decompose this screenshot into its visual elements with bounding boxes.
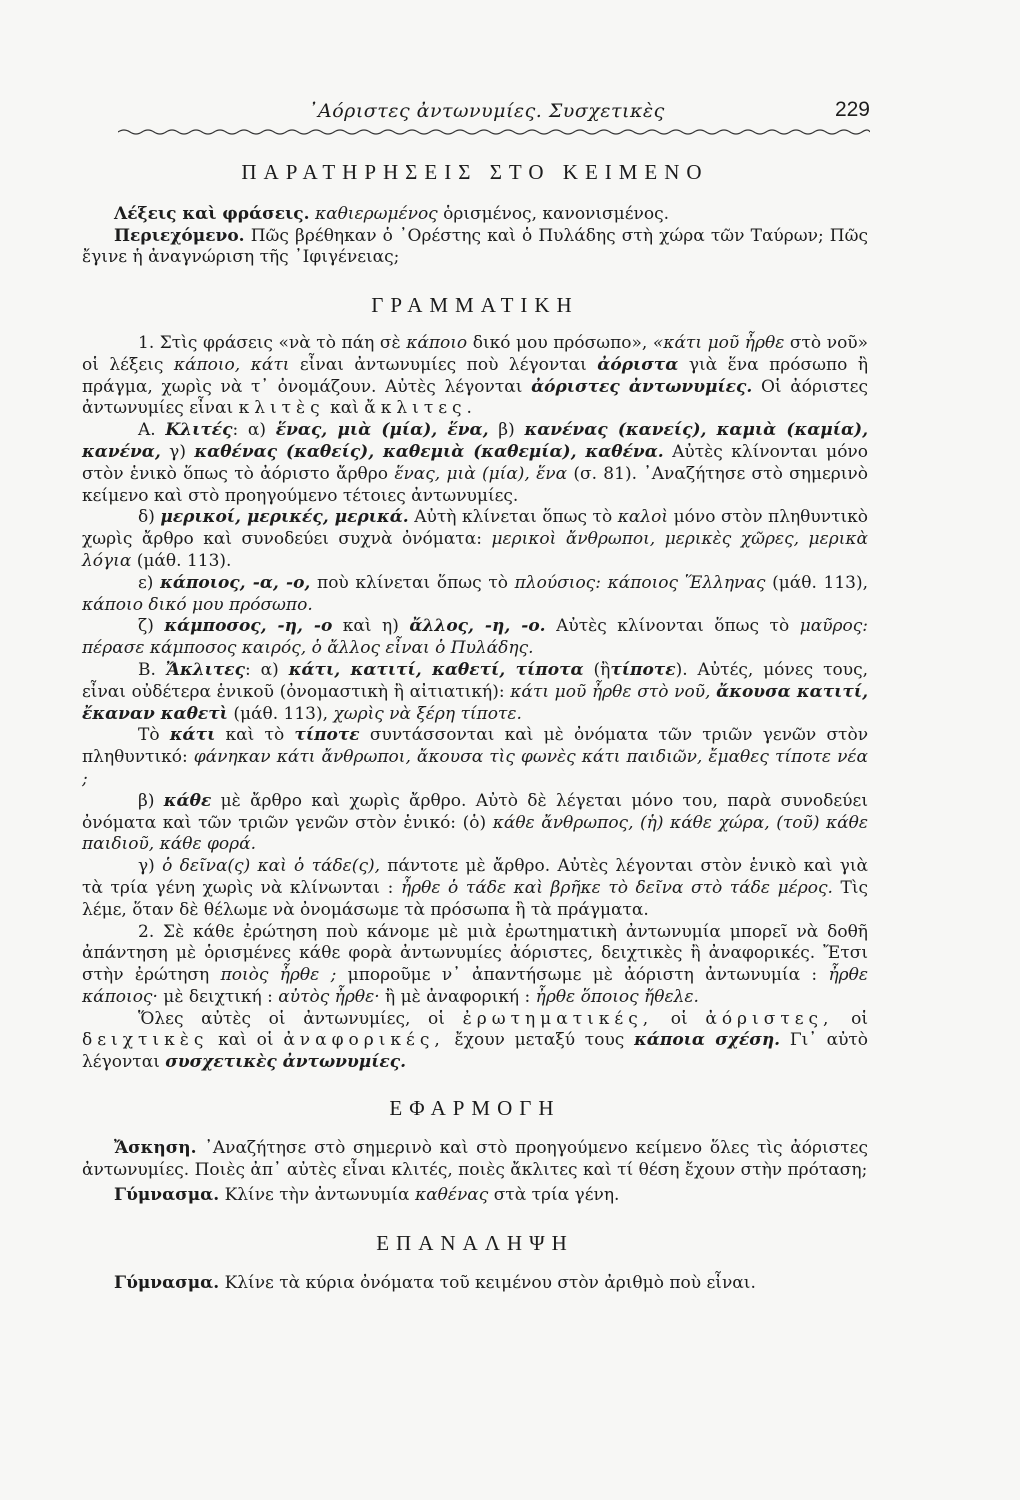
forms: καθένας (καθείς), καθεμιὰ (καθεμία), καθένα. (194, 441, 664, 462)
forms: ἕνας, μιὰ (μία), ἕνα, (275, 420, 489, 441)
grammar-z (82, 616, 868, 660)
drill-label: Γύμνασμα. (114, 1185, 220, 1206)
example: ἦρθε κάποιος· (82, 965, 869, 1007)
text: (μάθ. 113), (772, 572, 869, 593)
example: ἄκουσα κατιτί, ἔκαναν καθετὶ (82, 681, 868, 724)
spaced-term: ἐρωτηματικές, (462, 1008, 654, 1029)
grammar-e (82, 573, 868, 617)
term: Κλιτές (165, 420, 233, 441)
text: (ἢ (593, 659, 611, 680)
review-drill (82, 1273, 868, 1295)
text: μὲ δειχτική : (163, 986, 273, 1007)
text: : α) (232, 420, 267, 441)
example: καθένας (414, 1185, 489, 1206)
text: : α) (245, 659, 279, 680)
example: ποιὸς ἦρθε ; (220, 965, 337, 986)
text: καὶ οἱ (218, 1030, 274, 1051)
example: «κάτι (652, 332, 703, 353)
exercise-paragraph (82, 1138, 868, 1182)
example: κάποιο (406, 332, 468, 353)
text: Τὸ (138, 725, 160, 746)
example: ἦρθε (744, 332, 785, 353)
content-paragraph (82, 226, 868, 270)
text: (μάθ. 113). (136, 550, 232, 571)
exercise-text: ᾿Αναζήτησε στὸ σημερινὸ καὶ στὸ προηγούμενο κείμενο ὅλες τὶς ἀόριστες ἀντωνυμίες. Ποιὲς ἀπ᾿ αὐτὲς εἶναι κλιτές, ποιὲς ἄκλιτες καὶ τί θέση ἔχουν στὴν πρόταση; (82, 1137, 869, 1180)
spaced-term: ἄκλιτες. (364, 398, 477, 419)
label: δ) (138, 507, 155, 528)
term: συσχετικὲς ἀντωνυμίες. (165, 1052, 407, 1073)
label: Β. (138, 659, 156, 680)
words-text: ὁρισμένος, κανονισμένος. (443, 203, 670, 224)
term: ἀόριστα (597, 354, 679, 375)
example: κάθε ἄνθρωπος, (ἡ) κάθε χώρα, (τοῦ) κάθε παιδιοῦ, κάθε φορά. (82, 812, 869, 855)
example: φάνηκαν κάτι ἄνθρωποι, ἄκουσα τὶς φωνὲς κάτι παιδιῶν, ἔμαθες τίποτε νέα ; (82, 747, 869, 789)
grammar-gamma (82, 856, 868, 921)
example: ἕνας, μιὰ (μία), ἕνα (394, 463, 568, 484)
text: μὲ ἄρθρο καὶ χωρὶς ἄρθρο. Αὐτὸ δὲ λέγεται μόνο του, παρὰ συνοδεύει ὀνόματα καὶ τῶν τριῶν γενῶν στὸν ἑνικό: (ὁ) (82, 790, 868, 833)
label: Α. (138, 420, 156, 441)
example: κάποιο, κάτι (173, 354, 290, 375)
grammar-p3 (82, 1009, 868, 1074)
words-term: καθιερωμένος (314, 203, 438, 224)
text: 1. Στὶς φράσεις «νὰ τὸ πάη σὲ (138, 332, 401, 353)
forms: κάτι, κατιτί, καθετί, τίποτα (288, 659, 584, 680)
forms: κάμποσος, -η, -ο (164, 616, 333, 637)
spaced-term: κλιτὲς (238, 398, 325, 419)
content-text: Πῶς βρέθηκαν ὁ ᾿Ορέστης καὶ ὁ Πυλάδης στὴ χώρα τῶν Ταύρων; Πῶς ἔγινε ἡ ἀναγνώριση τῆς ᾿Ιφιγένειας; (82, 225, 868, 268)
text: καὶ τὸ (225, 725, 285, 746)
label: ε) (138, 572, 154, 593)
text: (σ. 81). ᾿Αναζήτησε στὸ σημερινὸ κείμενο καὶ στὸ προηγούμενο τέτοιες ἀντωνυμίες. (82, 463, 868, 506)
forms: μερικοί, μερικές, μερικά. (160, 507, 409, 528)
example: χωρὶς νὰ ξέρη τίποτε. (333, 703, 522, 724)
forms: ὁ δεῖνα(ς) καὶ ὁ τάδε(ς), (162, 856, 380, 877)
text: 2. Σὲ κάθε ἐρώτηση ποὺ κάνομε μὲ μιὰ ἐρωτηματικὴ ἀντωνυμία μπορεῖ νὰ δοθῆ ἀπάντηση μὲ ὁρισμένες κάθε φορὰ ἀντωνυμίες ἀόριστες, δειχτικὲς ἢ ἀναφορικές. Ἔτσι στὴν ἐρώτηση (82, 921, 868, 986)
text: Κλίνε τὴν ἀντωνυμία (224, 1185, 410, 1206)
page-number: 229 (834, 98, 870, 121)
text: μόνο στὸν πληθυντικὸ χωρὶς ἄρθρο καὶ συνοδεύει συχνὰ ὀνόματα: (82, 507, 869, 550)
example: μερικοὶ ἄνθρωποι, μερικὲς χῶρες, μερικὰ λόγια (82, 529, 868, 571)
label: ζ) (138, 616, 154, 637)
section-title-application: ΕΦΑΡΜΟΓΗ (389, 1096, 561, 1121)
grammar-d (82, 507, 868, 572)
text: (μάθ. 113), (233, 703, 329, 724)
text: Αὐτὲς κλίνονται ὅπως τὸ (556, 616, 790, 637)
exercise-label: Ἄσκηση. (114, 1137, 197, 1158)
words-paragraph (82, 204, 868, 226)
example: αὐτὸς ἦρθε· (278, 986, 380, 1007)
grammar-b (82, 660, 868, 725)
forms: κάθε (163, 790, 212, 811)
text: πάντοτε μὲ ἄρθρο. Αὐτὲς λέγονται στὸν ἑνικὸ καὶ γιὰ τὰ τρία γένη χωρὶς νὰ κλίνωνται : (82, 856, 868, 898)
example: μοῦ (707, 332, 740, 353)
text: β) (498, 420, 515, 441)
forms: τίποτε (610, 659, 676, 680)
label: β) (138, 790, 155, 811)
example: ἦρθε ὅποιος ἤθελε. (535, 986, 699, 1007)
term: Ἄκλιτες (165, 659, 245, 680)
section-title-grammar: ΓΡΑΜΜΑΤΙΚΗ (371, 293, 579, 318)
term: κάποια σχέση. (634, 1030, 781, 1051)
grammar-t (82, 725, 868, 790)
text: ποὺ κλίνεται ὅπως τὸ (317, 572, 508, 593)
header-title: ᾿Αόριστες ἀντωνυμίες. Συσχετικὲς (308, 100, 665, 122)
text: ἢ μὲ ἀναφορική : (385, 986, 531, 1007)
forms: κάτι (169, 725, 216, 746)
section-title-observations: ΠΑΡΑΤΗΡΗΣΕΙΣ ΣΤΟ ΚΕΙΜΕΝΟ (241, 160, 709, 184)
text: καὶ η) (342, 616, 399, 637)
example: κάτι μοῦ ἦρθε στὸ νοῦ, (510, 681, 711, 702)
example: πλούσιος: κάποιος Ἕλληνας (514, 572, 766, 593)
text: Κλίνε τὰ κύρια ὀνόματα τοῦ κειμένου στὸν ἀριθμὸ ποὺ εἶναι. (224, 1273, 756, 1294)
example: καλοὶ (617, 507, 669, 528)
example: μαῦρος: πέρασε κάμποσος καιρός, ὁ ἄλλος εἶναι ὁ Πυλάδης. (82, 616, 869, 659)
text: Τὶς λέμε, ὅταν δὲ θέλωμε νὰ ὀνομάσωμε τὰ πρόσωπα ἢ τὰ πράγματα. (82, 877, 869, 920)
application-drill (82, 1185, 868, 1207)
text: γ) (169, 441, 186, 462)
text: οἱ (851, 1008, 869, 1029)
text: στὰ τρία γένη. (493, 1185, 620, 1206)
label: γ) (138, 856, 155, 877)
drill-label: Γύμνασμα. (114, 1273, 220, 1294)
forms: ἄλλος, -η, -ο. (409, 616, 546, 637)
grammar-beta (82, 791, 868, 856)
grammar-a (82, 420, 868, 507)
text: στὸ νοῦ» οἱ λέξεις (82, 332, 869, 375)
text: καὶ (330, 398, 359, 419)
grammar-p2 (82, 922, 868, 1009)
content-label: Περιεχόμενο. (114, 225, 245, 246)
example: ἦρθε ὁ τάδε καὶ βρῆκε τὸ δεῖνα στὸ τάδε μέρος. (400, 877, 833, 898)
text: γιὰ ἕνα πρόσωπο ἢ πράγμα, χωρὶς νὰ τ᾿ ὀνομάζουν. Αὐτὲς λέγονται (82, 354, 869, 397)
text: ἔχουν μεταξύ τους (454, 1030, 625, 1051)
text: οἱ (670, 1008, 688, 1029)
grammar-p1 (82, 333, 868, 420)
text: Αὐτὲς κλίνονται μόνο στὸν ἑνικὸ ὅπως τὸ ἀόριστο ἄρθρο (82, 441, 869, 484)
forms: τίποτε (294, 725, 360, 746)
forms: κάποιος, -α, -ο, (160, 572, 311, 593)
spaced-term: ἀόριστες, (705, 1008, 834, 1029)
text: Ὅλες αὐτὲς οἱ ἀντωνυμίες, οἱ (138, 1008, 445, 1029)
spaced-term: ἀναφορικές, (283, 1030, 445, 1051)
text: Γι᾿ αὐτὸ λέγονται (82, 1030, 869, 1073)
forms: κανένας (κανείς), καμιὰ (καμία), κανένα, (82, 420, 869, 462)
wavy-rule (118, 127, 870, 137)
words-label: Λέξεις καὶ φράσεις. (114, 203, 310, 224)
term: ἀόριστες ἀντωνυμίες. (531, 376, 753, 397)
section-title-review: ΕΠΑΝΑΛΗΨΗ (376, 1231, 574, 1256)
text: δικό μου πρόσωπο», (472, 332, 648, 353)
example: κάποιο δικό μου πρόσωπο. (82, 594, 313, 615)
text: Οἱ ἀόριστες ἀντωνυμίες εἶναι (82, 376, 868, 419)
text: εἶναι ἀντωνυμίες ποὺ λέγονται (299, 354, 587, 375)
text: συντάσσονται καὶ μὲ ὀνόματα τῶν τριῶν γενῶν στὸν πληθυντικό: (82, 725, 869, 768)
spaced-term: δειχτικὲς (82, 1030, 209, 1051)
text: ). Αὐτές, μόνες τους, εἶναι οὐδέτερα ἑνικοῦ (ὀνομαστικὴ ἢ αἰτιατική): (82, 659, 869, 702)
page-content (82, 150, 868, 1295)
text: μποροῦμε ν᾿ ἀπαντήσωμε μὲ ἀόριστη ἀντωνυμία : (347, 965, 818, 986)
text: Αὐτὴ κλίνεται ὅπως τὸ (414, 507, 613, 528)
